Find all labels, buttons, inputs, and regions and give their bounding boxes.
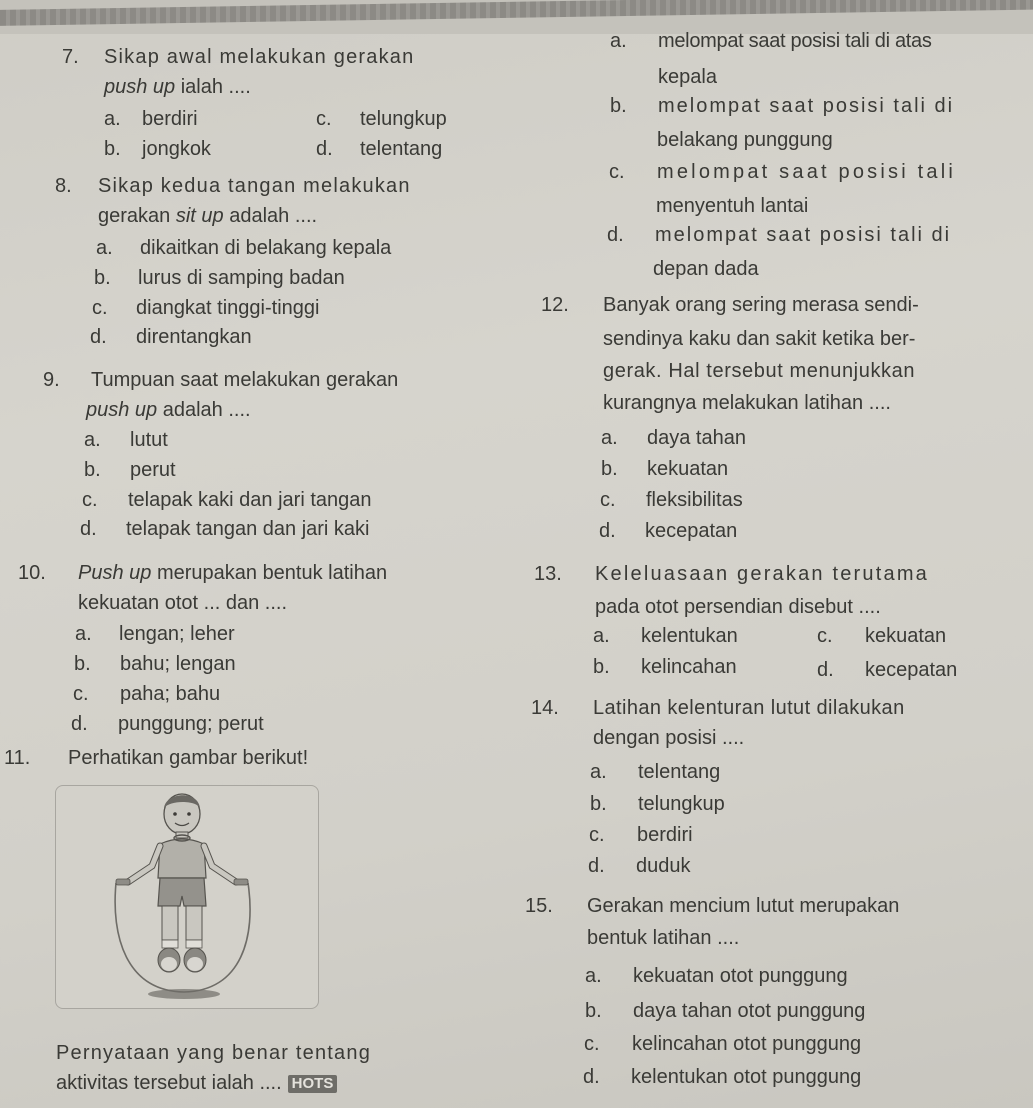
option-letter: d. [80,518,97,540]
question-stem-line: Keleluasaan gerakan terutama [595,563,930,585]
option-8d[interactable] [90,324,252,351]
italic-term: sit up [175,205,224,227]
option-text: jongkok [142,138,211,160]
option-9c[interactable] [82,487,372,514]
option-text-line2: belakang punggung [657,129,833,151]
option-11d-line2 [653,256,759,283]
option-letter: d. [588,855,605,877]
option-7c[interactable] [316,106,447,133]
question-stem-line [104,74,251,101]
stem-text: aktivitas tersebut ialah .... [56,1072,282,1094]
option-text: kelentukan otot punggung [631,1066,862,1088]
option-text: telapak tangan dan jari kaki [126,518,370,540]
option-text: telentang [638,761,721,783]
boy-jumping-rope-illustration [56,786,318,1008]
italic-term: push up [104,76,176,98]
question-stem-line: Perhatikan gambar berikut! [68,747,309,769]
option-text: daya tahan [647,427,746,449]
option-letter: a. [601,427,618,449]
question-stem-line: Latihan kelenturan lutut dilakukan [593,697,905,719]
option-10a[interactable] [75,621,235,648]
option-letter: c. [92,297,108,319]
option-text: telentang [360,138,443,160]
option-14b[interactable] [590,791,725,818]
option-7a[interactable] [104,106,198,133]
question-stem-line [98,203,317,230]
question-number: 8. [55,175,72,197]
question-stem-line: pada otot persendian disebut .... [595,596,881,618]
option-text: berdiri [142,108,198,130]
option-letter: a. [585,965,602,987]
option-letter: c. [817,625,833,647]
option-text: kelincahan otot punggung [632,1033,862,1055]
option-text: fleksibilitas [646,489,743,511]
option-text: kecepatan [865,659,958,681]
question-stem-line: sendinya kaku dan sakit ketika ber- [603,328,916,350]
question-number: 15. [525,895,553,917]
option-13b[interactable] [593,654,737,681]
option-text: telapak kaki dan jari tangan [128,489,372,511]
option-letter: b. [84,459,101,481]
option-text: kecepatan [645,520,738,542]
question-stem-line: Sikap awal melakukan gerakan [104,46,415,68]
option-13d[interactable] [817,657,957,684]
option-text-line2: depan dada [653,258,759,280]
option-letter: b. [601,458,618,480]
option-11d[interactable] [607,222,951,249]
option-letter: d. [71,713,88,735]
option-15a[interactable] [585,963,848,990]
option-15d[interactable] [583,1064,861,1091]
option-letter: d. [90,326,107,348]
option-letter: c. [600,489,616,511]
option-letter: c. [82,489,98,511]
stem-text: ialah .... [175,76,251,98]
question-stem-line [78,560,387,587]
option-text: direntangkan [136,326,252,348]
option-11a-line2 [658,64,717,91]
option-9d[interactable] [80,516,370,543]
option-letter: d. [817,659,834,681]
option-13a[interactable] [593,623,738,650]
option-letter: d. [607,224,624,246]
option-10b[interactable] [74,651,236,678]
question-number: 11. [4,747,31,769]
option-8a[interactable] [96,235,391,262]
option-15c[interactable] [584,1031,861,1058]
jump-rope-figure [55,785,319,1009]
stem-text: gerakan [98,205,176,227]
question-number: 9. [43,369,60,391]
option-letter: a. [104,108,121,130]
option-letter: c. [609,161,625,183]
question-number: 10. [18,562,46,584]
option-text: berdiri [637,824,693,846]
option-letter: b. [74,653,91,675]
option-letter: d. [599,520,616,542]
option-text: paha; bahu [120,683,221,705]
option-7d[interactable] [316,136,442,163]
option-text: dikaitkan di belakang kepala [140,237,392,259]
option-text: telungkup [360,108,447,130]
option-text: kekuatan [647,458,729,480]
option-text: kelentukan [641,625,738,647]
option-13c[interactable] [817,623,946,650]
question-stem-line: gerak. Hal tersebut menunjukkan [603,360,916,382]
option-letter: b. [94,267,111,289]
option-letter: c. [316,108,332,130]
option-text-line2: menyentuh lantai [656,195,809,217]
question-stem-line: Sikap kedua tangan melakukan [98,175,411,197]
option-11b-line2 [657,127,833,154]
stem-text: adalah .... [223,205,318,227]
option-letter: b. [593,656,610,678]
option-letter: c. [584,1033,600,1055]
option-10d[interactable] [71,711,264,738]
option-14d[interactable] [588,853,691,880]
stem-text: adalah .... [157,399,251,421]
option-text-line1: melompat saat posisi tali di [658,95,955,117]
option-11c-line2 [656,193,808,220]
question-stem-line: kurangnya melakukan latihan .... [603,392,891,414]
question-stem-line: Gerakan mencium lutut merupakan [587,895,900,917]
option-14a[interactable] [590,759,720,786]
option-letter: d. [316,138,333,160]
option-14c[interactable] [589,822,693,849]
question-number: 14. [531,697,559,719]
option-8b[interactable] [94,265,345,292]
question-stem-line [56,1070,337,1097]
option-11c[interactable] [609,159,956,186]
option-text: kekuatan [865,625,947,647]
option-9a[interactable] [84,427,168,454]
question-stem-line: bentuk latihan .... [587,927,740,949]
option-10c[interactable] [73,681,220,708]
option-letter: b. [590,793,607,815]
option-text: kelincahan [641,656,737,678]
question-stem-line: Banyak orang sering merasa sendi- [603,294,919,316]
option-text: duduk [636,855,691,877]
option-12b[interactable] [601,456,728,483]
option-text-line2: kepala [658,66,717,88]
option-letter: a. [75,623,92,645]
option-12d[interactable] [599,518,737,545]
option-letter: d. [583,1066,600,1088]
question-stem-line: Pernyataan yang benar tentang [56,1042,372,1064]
question-number: 13. [534,563,562,585]
option-text: bahu; lengan [120,653,236,675]
option-text: lurus di samping badan [138,267,345,289]
option-text: daya tahan otot punggung [633,1000,866,1022]
option-letter: c. [73,683,89,705]
option-12a[interactable] [601,425,746,452]
italic-term: Push up [78,562,152,584]
option-letter: b. [585,1000,602,1022]
option-text: lutut [130,429,168,451]
option-11b[interactable] [610,93,954,120]
option-text-line1: melompat saat posisi tali [657,161,956,183]
question-stem-line: kekuatan otot ... dan .... [78,592,288,614]
question-stem-line: dengan posisi .... [593,727,745,749]
option-9b[interactable] [84,457,176,484]
hots-badge: HOTS [288,1075,338,1093]
option-letter: a. [593,625,610,647]
option-text: punggung; perut [118,713,264,735]
option-letter: c. [589,824,605,846]
option-letter: a. [590,761,607,783]
option-8c[interactable] [92,295,319,322]
option-letter: b. [610,95,627,117]
option-12c[interactable] [600,487,743,514]
stem-text: merupakan bentuk latihan [151,562,388,584]
option-text: kekuatan otot punggung [633,965,848,987]
option-letter: b. [104,138,121,160]
question-number: 12. [541,294,569,316]
option-text: diangkat tinggi-tinggi [136,297,320,319]
option-letter: a. [610,30,627,52]
question-stem-line: Tumpuan saat melakukan gerakan [91,369,399,391]
option-text-line1: melompat saat posisi tali di atas [658,30,932,52]
question-number: 7. [62,46,79,68]
option-text-line1: melompat saat posisi tali di [655,224,952,246]
option-15b[interactable] [585,998,865,1025]
question-stem-line [86,397,251,424]
option-letter: a. [84,429,101,451]
option-text: telungkup [638,793,725,815]
option-text: perut [130,459,176,481]
option-11a[interactable] [610,28,932,55]
option-7b[interactable] [104,136,211,163]
option-letter: a. [96,237,113,259]
italic-term: push up [86,399,158,421]
option-text: lengan; leher [119,623,235,645]
